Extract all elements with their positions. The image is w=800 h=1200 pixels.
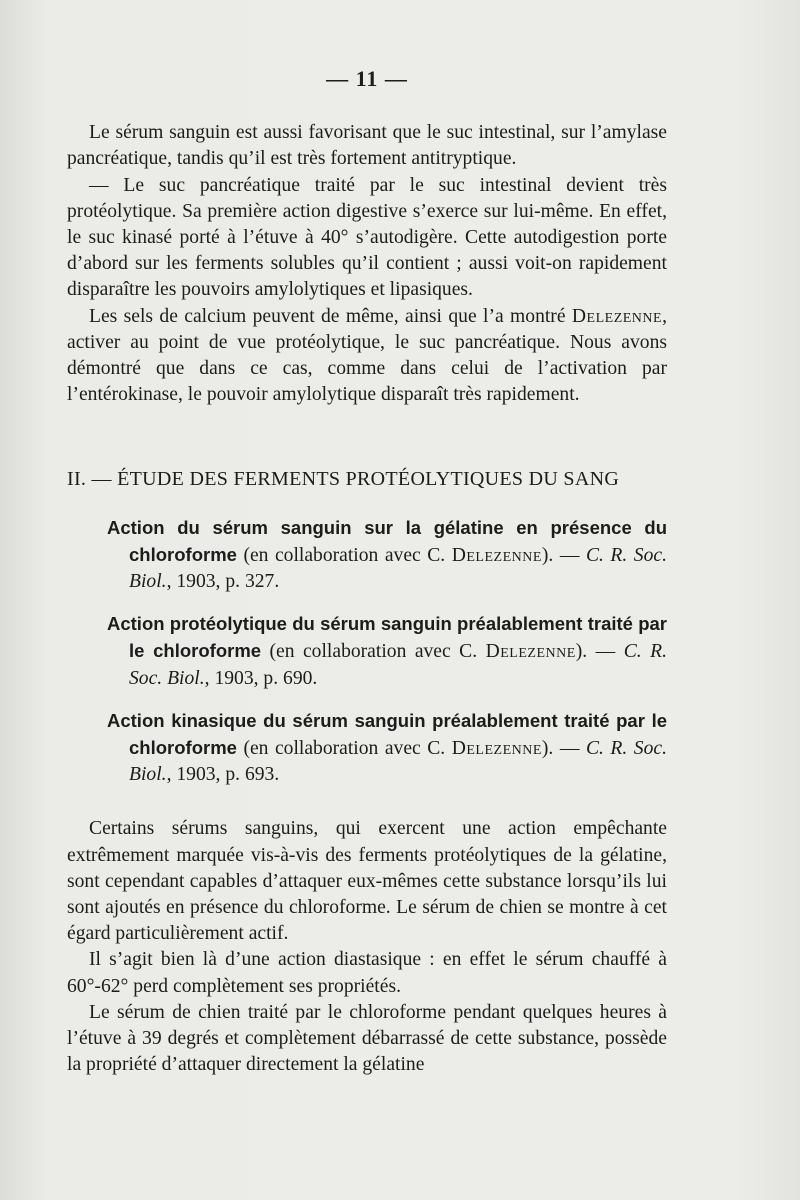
reference-author: Delezenne — [485, 641, 576, 663]
reference-item — [107, 611, 667, 692]
reference-title: Action du sérum sanguin sur la gélatine en présence du chloroforme — [107, 516, 667, 565]
reference-dash: ). — — [575, 641, 624, 663]
reference-year: , 1903, — [204, 667, 264, 689]
reference-item — [107, 515, 667, 596]
reference-collab: (en collaboration avec C. — [236, 738, 452, 760]
paragraph-serums-sanguins: Certains sérums sanguins, qui exercent une action empêchante extrêmement marquée vis-à-vis des ferments protéolytiques de la gélatine, sont cependant capables d’attaquer eux-mêmes cette substance lorsqu’ils lui sont ajoutés en présence du chloroforme. Le sérum de chien se montre à cet égard particulièrement actif. — [67, 818, 667, 945]
reference-journal: C. R. Soc. Biol. — [129, 738, 667, 786]
paragraph-action-diastasique: Il s’agit bien là d’une action diastasique : en effet le sérum chauffé à 60°-62° perd complètement ses propriétés. — [67, 949, 667, 997]
section-title: II. — ÉTUDE DES FERMENTS PROTÉOLYTIQUES DU SANG — [67, 468, 620, 491]
reference-author: Delezenne — [451, 738, 542, 760]
reference-title: Action protéolytique du sérum sanguin préalablement traité par le chloroforme — [107, 613, 667, 662]
paragraph-serum-chien: Le sérum de chien traité par le chloroforme pendant quelques heures à l’étuve à 39 degrés et complètement débarrassé de cette substance, possède la propriété d’attaquer directement la gélatine — [67, 1001, 667, 1076]
page-number: — 11 — — [326, 66, 408, 91]
reference-journal: C. R. Soc. Biol. — [129, 544, 667, 593]
reference-item — [107, 708, 667, 789]
paragraph-calcium-after: , activer au point de vue protéolytique, le suc pancréatique. Nous avons démontré que dans ce cas, comme dans celui de l’activation par l’entérokinase, le pouvoir amylolytique disparaît très rapidement. — [67, 305, 667, 406]
reference-page: p. 327. — [225, 571, 280, 593]
paragraph-serum-amylase: Le sérum sanguin est aussi favorisant que le suc intestinal, sur l’amylase pancréatique, tandis qu’il est très fortement antitryptique. — [67, 122, 667, 170]
reference-page: p. 690. — [263, 667, 318, 689]
paragraph-calcium — [67, 304, 667, 409]
reference-title: Action kinasique du sérum sanguin préalablement traité par le chloroforme — [107, 709, 667, 759]
reference-year: , 1903, — [166, 571, 226, 593]
paragraph-calcium-before: Les sels de calcium peuvent de même, ainsi que l’a montré — [89, 305, 566, 327]
reference-dash: ). — — [541, 738, 586, 760]
page-content — [67, 66, 667, 1079]
paragraph-suc-kinase: — Le suc pancréatique traité par le suc intestinal devient très protéolytique. Sa première action digestive s’exerce sur lui-même. En effet, le suc kinasé porté à l’étuve à 40° s’autodigère. Cette autodigestion porte d’abord sur les ferments solubles qu’il contient ; aussi voit-on rapidement disparaître les pouvoirs amylolytiques et lipasiques. — [67, 174, 667, 301]
author-delezenne: Delezenne — [571, 305, 663, 327]
reference-collab: (en collaboration avec C. — [236, 544, 452, 566]
reference-collab: (en collaboration avec C. — [261, 641, 486, 663]
reference-author: Delezenne — [451, 544, 542, 566]
reference-journal: C. R. Soc. Biol. — [129, 641, 668, 689]
reference-year: , 1903, — [166, 764, 226, 786]
reference-dash: ). — — [541, 544, 586, 566]
reference-page: p. 693. — [225, 764, 280, 786]
